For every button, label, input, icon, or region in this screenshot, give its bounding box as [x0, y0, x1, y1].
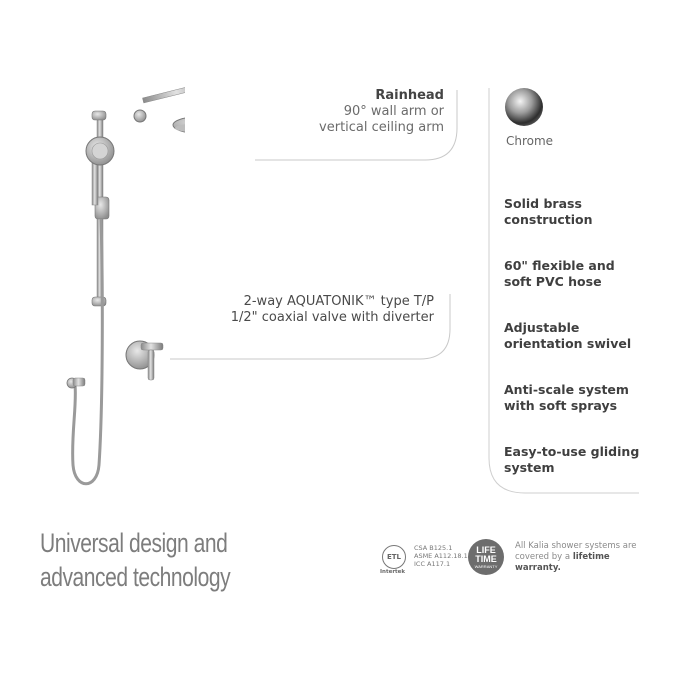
- intertek-label: Intertek: [380, 569, 406, 575]
- rainhead-title: Rainhead: [375, 88, 444, 103]
- feature-item: [504, 444, 644, 476]
- badge-line: TIME: [475, 554, 497, 564]
- cert-standard: ASME A112.18.1: [414, 552, 468, 560]
- valve-line1: 2-way AQUATONIK™ type T/P: [243, 294, 434, 309]
- slogan-line1: Universal design and: [40, 528, 228, 558]
- feature-line: Adjustable: [504, 320, 580, 335]
- feature-line: soft PVC hose: [504, 274, 602, 289]
- rainhead: [134, 85, 185, 134]
- warranty-end: warranty.: [515, 563, 561, 573]
- valve-trim: [126, 341, 163, 380]
- rainhead-line2: vertical ceiling arm: [319, 120, 444, 135]
- warranty-highlight: lifetime: [572, 552, 610, 562]
- etl-logo: [382, 545, 406, 569]
- feature-line: Easy-to-use gliding: [504, 444, 640, 459]
- shower-system-illustration: [55, 85, 185, 495]
- valve-leader-line: [170, 294, 460, 364]
- rainhead-leader-line: [255, 90, 465, 165]
- feature-line: Anti-scale system: [504, 382, 629, 397]
- etl-mark: ETL: [386, 553, 402, 561]
- rainhead-line1: 90° wall arm or: [343, 104, 444, 119]
- feature-line: construction: [504, 212, 593, 227]
- feature-item: [504, 196, 644, 228]
- slogan-line2: advanced technology: [40, 562, 231, 592]
- cert-standard: ICC A117.1: [414, 560, 451, 568]
- features-panel-border: [487, 88, 647, 498]
- feature-line: with soft sprays: [504, 398, 618, 413]
- warranty-sentence: All Kalia shower systems are covered by a: [515, 541, 637, 562]
- badge-line: WARRANTY: [474, 564, 498, 569]
- badge-line: LIFE: [476, 545, 496, 555]
- chrome-swatch: [505, 88, 543, 126]
- feature-line: 60" flexible and: [504, 258, 615, 273]
- feature-line: orientation swivel: [504, 336, 632, 351]
- valve-line2: 1/2" coaxial valve with diverter: [230, 310, 434, 325]
- feature-item: [504, 320, 644, 352]
- feature-line: system: [504, 460, 555, 475]
- lifetime-warranty-badge: [468, 539, 504, 575]
- finish-label: Chrome: [506, 134, 554, 148]
- feature-line: Solid brass: [504, 196, 582, 211]
- warranty-text: [515, 541, 645, 574]
- feature-item: [504, 258, 644, 290]
- wall-connector: [67, 378, 85, 388]
- feature-item: [504, 382, 644, 414]
- cert-standards: [414, 544, 468, 568]
- cert-standard: CSA B125.1: [414, 544, 453, 552]
